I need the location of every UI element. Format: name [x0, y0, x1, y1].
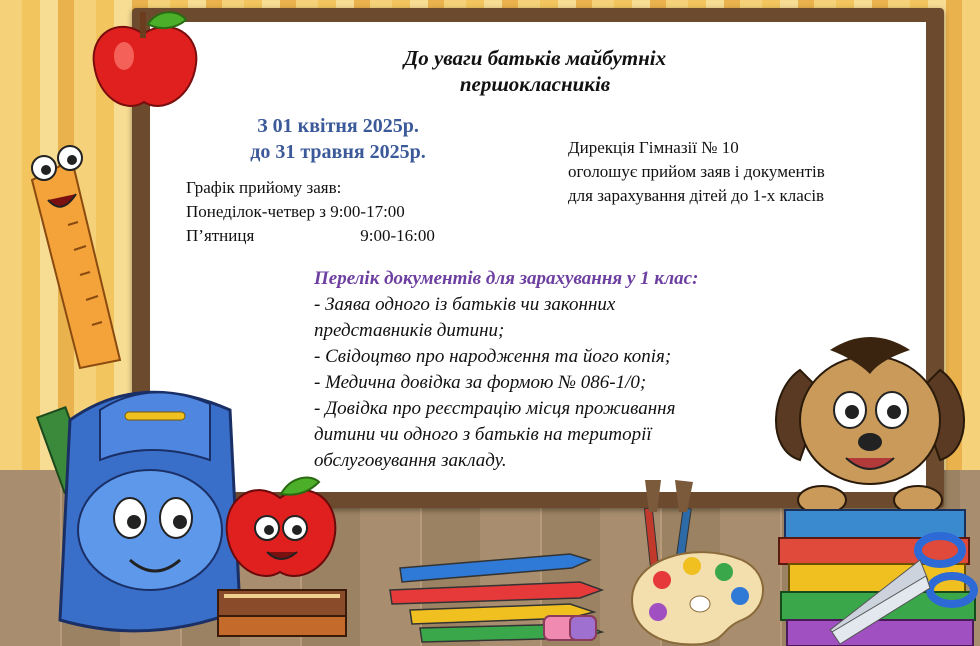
schedule-block — [186, 176, 435, 248]
document-item: дитини чи одного з батьків на території — [314, 424, 652, 445]
document-item: обслуговування закладу. — [314, 450, 507, 471]
documents-list — [314, 266, 784, 474]
date-range — [228, 113, 448, 165]
title-line-2: першокласників — [459, 72, 611, 96]
title-line-1: До уваги батьків майбутніх — [403, 46, 667, 70]
document-item: - Свідоцтво про народження та його копія; — [314, 346, 672, 367]
schedule-heading: Графік прийому заяв: — [186, 178, 342, 197]
direction-line: оголошує прийом заяв і документів — [568, 162, 825, 181]
schedule-row — [186, 224, 435, 248]
ruler-icon — [12, 140, 122, 370]
schedule-row — [186, 200, 435, 224]
document-item: представників дитини; — [314, 320, 505, 341]
document-item: - Заява одного із батьків чи законних — [314, 294, 616, 315]
eraser-icon — [540, 610, 600, 646]
schedule-day: П’ятниця — [186, 226, 255, 245]
document-item: - Медична довідка за формою № 086-1/0; — [314, 372, 647, 393]
date-to: до 31 травня 2025р. — [250, 141, 426, 163]
schedule-time: 9:00-16:00 — [360, 226, 435, 245]
document-item: - Довідка про реєстрацію місця проживання — [314, 398, 676, 419]
apple-icon — [88, 6, 203, 116]
schedule-time: 9:00-17:00 — [330, 202, 405, 221]
direction-line: для зарахування дітей до 1-х класів — [568, 186, 825, 205]
direction-line: Дирекція Гімназії № 10 — [568, 138, 739, 157]
paint-palette-icon — [622, 540, 772, 646]
documents-heading: Перелік документів для зарахування у 1 клас: — [314, 268, 699, 289]
date-from: З 01 квітня 2025р. — [257, 115, 419, 137]
direction-notice — [568, 136, 825, 208]
scissors-icon — [820, 520, 980, 646]
schedule-day: Понеділок-четвер з — [186, 202, 326, 221]
page-title — [300, 45, 770, 97]
apple-character-icon — [215, 468, 345, 588]
